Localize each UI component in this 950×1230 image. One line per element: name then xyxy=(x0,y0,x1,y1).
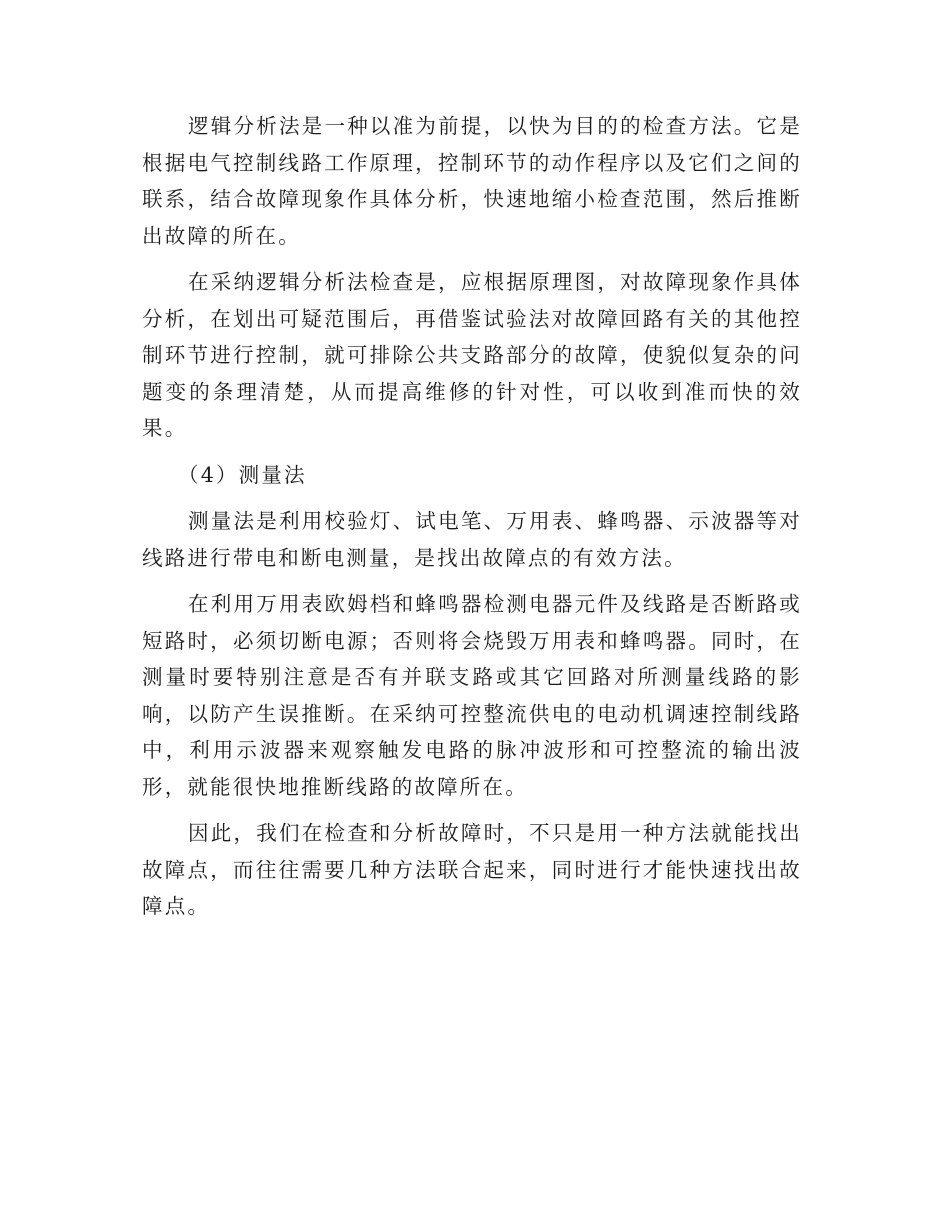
paragraph-measurement-caution: 在利用万用表欧姆档和蜂鸣器检测电器元件及线路是否断路或短路时，必须切断电源；否则将会烧毁万用表和蜂鸣器。同时，在测量时要特别注意是否有并联支路或其它回路对所测量线路的影响，以防产生误推断。在采纳可控整流供电的电动机调速控制线路中，利用示波器来观察触发电路的脉冲波形和可控整流的输出波形，就能很快地推断线路的故障所在。 xyxy=(142,592,802,799)
section-heading-measurement: （4）测量法 xyxy=(178,462,307,487)
paragraph-measurement-intro: 测量法是利用校验灯、试电笔、万用表、蜂鸣器、示波器等对线路进行带电和断电测量，是找出故障点的有效方法。 xyxy=(142,509,802,570)
paragraph-conclusion: 因此，我们在检查和分析故障时，不只是用一种方法就能找出故障点，而往往需要几种方法联合起来，同时进行才能快速找出故障点。 xyxy=(142,821,802,918)
document-body xyxy=(142,108,802,935)
paragraph-logic-analysis-application: 在采纳逻辑分析法检查是，应根据原理图，对故障现象作具体分析，在划出可疑范围后，再借鉴试验法对故障回路有关的其他控制环节进行控制，就可排除公共支路部分的故障，使貌似复杂的问题变的条理清楚，从而提高维修的针对性，可以收到准而快的效果。 xyxy=(142,270,802,440)
paragraph-logic-analysis: 逻辑分析法是一种以准为前提，以快为目的的检查方法。它是根据电气控制线路工作原理，控制环节的动作程序以及它们之间的联系，结合故障现象作具体分析，快速地缩小检查范围，然后推断出故障的所在。 xyxy=(142,114,802,248)
